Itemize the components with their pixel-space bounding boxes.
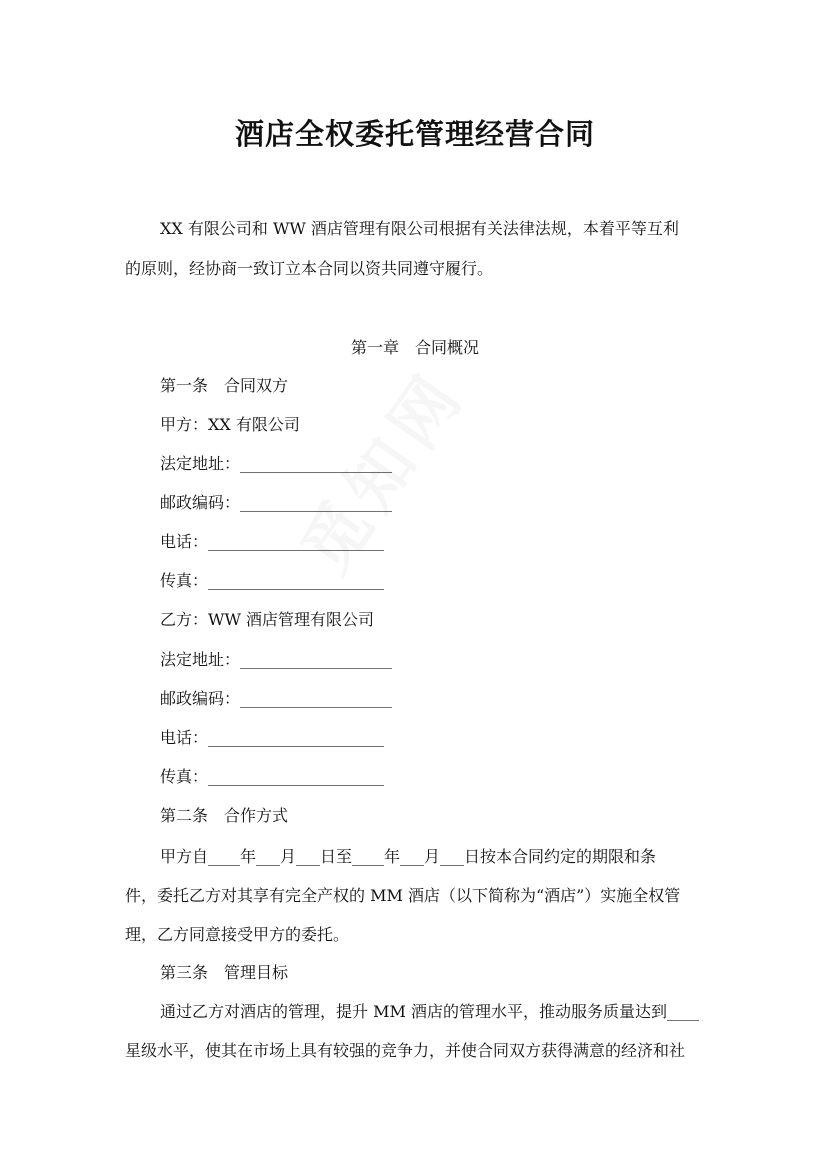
party-a-phone: 电话：______________________ — [160, 532, 385, 551]
article-1-heading: 第一条 合同双方 — [160, 376, 289, 395]
intro-line-2: 的原则，经协商一致订立本合同以资共同遵守履行。 — [125, 259, 494, 278]
article-3-line-1: 通过乙方对酒店的管理，提升 MM 酒店的管理水平，推动服务质量达到____ — [160, 1002, 699, 1021]
party-b-name: 乙方：WW 酒店管理有限公司 — [160, 610, 374, 629]
article-2-line-3: 理，乙方同意接受甲方的委托。 — [125, 925, 350, 944]
party-a-fax: 传真：______________________ — [160, 571, 385, 590]
article-2-heading: 第二条 合作方式 — [160, 806, 289, 825]
article-3-heading: 第三条 管理目标 — [160, 963, 289, 982]
intro-line-1: XX 有限公司和 WW 酒店管理有限公司根据有关法律法规，本着平等互利 — [160, 219, 679, 238]
party-b-phone: 电话：______________________ — [160, 728, 385, 747]
chapter-heading: 第一章 合同概况 — [350, 338, 479, 357]
party-a-address: 法定地址：___________________ — [160, 454, 393, 473]
party-b-postcode: 邮政编码：___________________ — [160, 689, 393, 708]
article-2-line-2: 件，委托乙方对其享有完全产权的 MM 酒店（以下简称为“酒店”）实施全权管 — [125, 886, 681, 905]
article-2-line-1: 甲方自____年___月___日至____年___月___日按本合同约定的期限和条 — [160, 847, 657, 866]
party-b-fax: 传真：______________________ — [160, 767, 385, 786]
party-b-address: 法定地址：___________________ — [160, 650, 393, 669]
party-a-name: 甲方：XX 有限公司 — [160, 415, 300, 434]
document-title: 酒店全权委托管理经营合同 — [234, 117, 595, 151]
article-3-line-2: 星级水平，使其在市场上具有较强的竞争力，并使合同双方获得满意的经济和社 — [125, 1041, 686, 1060]
party-a-postcode: 邮政编码：___________________ — [160, 493, 393, 512]
